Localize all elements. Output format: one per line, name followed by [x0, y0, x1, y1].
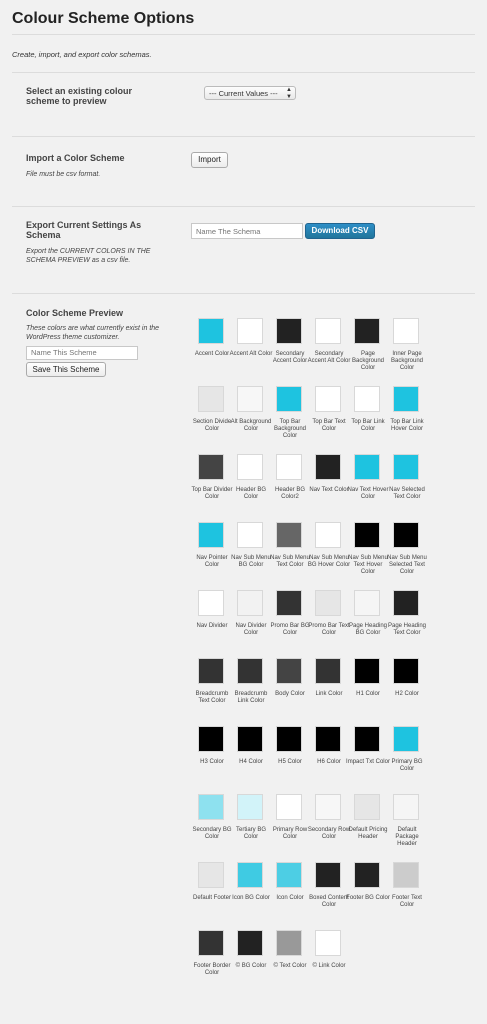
- color-swatch[interactable]: [198, 726, 224, 752]
- color-swatch[interactable]: [315, 862, 341, 888]
- divider: [12, 206, 475, 207]
- color-swatch[interactable]: [315, 590, 341, 616]
- select-arrows-icon: ▲ ▼: [286, 87, 292, 100]
- color-swatch-label: Footer BG Color: [346, 895, 390, 901]
- color-swatch-label: Primary Row Color: [272, 827, 308, 840]
- page-description: Create, import, and export color schemas.: [12, 50, 152, 59]
- color-swatch[interactable]: [354, 726, 380, 752]
- color-swatch-label: Secondary Accent Alt Color: [307, 351, 351, 364]
- color-swatch[interactable]: [198, 930, 224, 956]
- color-swatch-label: Tertiary BG Color: [235, 827, 266, 840]
- color-swatch[interactable]: [237, 454, 263, 480]
- color-swatch[interactable]: [237, 658, 263, 684]
- color-swatch-label: Impact Txt Color: [346, 759, 390, 765]
- schema-name-input[interactable]: [191, 223, 303, 239]
- color-swatch-label: Top Bar Text Color: [312, 419, 346, 432]
- color-swatch-label: © BG Color: [235, 963, 267, 969]
- divider: [12, 293, 475, 294]
- color-swatch-label: Footer Text Color: [392, 895, 422, 908]
- color-swatch-label: Breadcrumb Text Color: [195, 691, 229, 704]
- color-swatch[interactable]: [315, 454, 341, 480]
- color-swatch-label: H6 Color: [317, 759, 341, 765]
- color-swatch-label: Page Heading Text Color: [387, 623, 427, 636]
- color-swatch[interactable]: [276, 862, 302, 888]
- color-swatch[interactable]: [354, 318, 380, 344]
- color-swatch-label: Section Divide Color: [192, 419, 232, 432]
- color-swatch-label: Top Bar Link Color: [351, 419, 385, 432]
- color-swatch-label: H4 Color: [239, 759, 263, 765]
- color-swatch-label: Secondary Row Color: [307, 827, 351, 840]
- color-swatch[interactable]: [354, 862, 380, 888]
- color-swatch[interactable]: [315, 794, 341, 820]
- color-swatch-label: Nav Sub Menu Selected Text Color: [387, 555, 427, 575]
- import-label: Import a Color Scheme: [26, 153, 125, 163]
- page-title: Colour Scheme Options: [12, 10, 195, 27]
- color-swatch[interactable]: [198, 318, 224, 344]
- color-swatch-label: Header BG Color2: [274, 487, 305, 500]
- scheme-name-input[interactable]: [26, 346, 138, 360]
- color-swatch[interactable]: [276, 930, 302, 956]
- color-swatch[interactable]: [198, 454, 224, 480]
- color-swatch[interactable]: [393, 590, 419, 616]
- color-swatch-label: Nav Sub Menu BG Hover Color: [307, 555, 351, 568]
- color-swatch[interactable]: [276, 590, 302, 616]
- color-swatch[interactable]: [354, 522, 380, 548]
- color-swatch-label: Header BG Color: [235, 487, 266, 500]
- color-swatch-label: H3 Color: [200, 759, 224, 765]
- color-swatch[interactable]: [315, 318, 341, 344]
- color-swatch-label: Nav Pointer Color: [196, 555, 228, 568]
- color-swatch[interactable]: [354, 590, 380, 616]
- color-swatch-label: Accent Alt Color: [229, 351, 273, 357]
- color-swatch-label: Inner Page Background Color: [390, 351, 424, 371]
- color-swatch-label: Top Bar Link Hover Color: [390, 419, 424, 432]
- color-swatch-label: Default Package Header: [395, 827, 419, 847]
- color-swatch[interactable]: [198, 658, 224, 684]
- color-swatch[interactable]: [393, 862, 419, 888]
- color-swatch-label: Promo Bar BG Color: [270, 623, 310, 636]
- color-swatch[interactable]: [276, 454, 302, 480]
- color-swatch[interactable]: [237, 930, 263, 956]
- color-swatch[interactable]: [276, 386, 302, 412]
- preview-note: These colors are what currently exist in the WordPress theme customizer.: [26, 325, 160, 341]
- color-swatch-label: © Link Color: [312, 963, 346, 969]
- color-swatch-label: Nav Text Color: [309, 487, 349, 493]
- color-swatch-label: Primary BG Color: [391, 759, 423, 772]
- color-swatch-label: Nav Selected Text Color: [389, 487, 425, 500]
- color-swatch[interactable]: [198, 386, 224, 412]
- color-swatch-label: Icon Color: [276, 895, 304, 901]
- color-swatch[interactable]: [237, 862, 263, 888]
- color-swatch-label: Nav Divider: [196, 623, 228, 629]
- scheme-select-value: --- Current Values ---: [209, 89, 278, 98]
- export-note: Export the CURRENT COLORS IN THE SCHEMA PREVIEW as a csv file.: [26, 248, 151, 264]
- color-swatch[interactable]: [354, 454, 380, 480]
- color-swatch-label: Top Bar Divider Color: [191, 487, 233, 500]
- scheme-select[interactable]: [204, 86, 296, 100]
- color-swatch[interactable]: [198, 522, 224, 548]
- color-swatch-label: Footer Border Color: [193, 963, 231, 976]
- color-swatch[interactable]: [393, 794, 419, 820]
- color-swatch[interactable]: [198, 862, 224, 888]
- color-swatch-label: Top Bar Background Color: [273, 419, 307, 439]
- color-swatch-label: H1 Color: [356, 691, 380, 697]
- color-swatch-label: Secondary BG Color: [192, 827, 232, 840]
- divider: [12, 34, 475, 35]
- divider: [12, 136, 475, 137]
- color-swatch-label: Nav Sub Menu Text Color: [270, 555, 310, 568]
- import-button[interactable]: Import: [191, 152, 228, 168]
- color-swatch-label: Promo Bar Text Color: [308, 623, 350, 636]
- color-swatch-label: Boxed Content Color: [309, 895, 349, 908]
- color-swatch[interactable]: [198, 590, 224, 616]
- color-swatch[interactable]: [315, 726, 341, 752]
- color-swatch[interactable]: [276, 318, 302, 344]
- color-swatch-label: H2 Color: [395, 691, 419, 697]
- color-swatch[interactable]: [276, 794, 302, 820]
- color-swatch[interactable]: [315, 522, 341, 548]
- preview-label: Color Scheme Preview: [26, 308, 124, 318]
- color-swatch-label: Page Heading BG Color: [348, 623, 388, 636]
- color-swatch-label: Accent Color: [194, 351, 230, 357]
- color-swatch-label: Nav Sub Menu Text Hover Color: [348, 555, 388, 575]
- color-swatch[interactable]: [393, 658, 419, 684]
- color-swatch[interactable]: [354, 658, 380, 684]
- color-swatch[interactable]: [276, 726, 302, 752]
- import-note: File must be csv format.: [26, 171, 101, 178]
- color-swatch-label: Breadcrumb Link Color: [234, 691, 268, 704]
- color-swatch-label: Secondary Accent Color: [272, 351, 308, 364]
- color-swatch[interactable]: [393, 726, 419, 752]
- color-swatch[interactable]: [237, 318, 263, 344]
- color-swatch[interactable]: [393, 318, 419, 344]
- color-swatch-label: Page Background Color: [351, 351, 385, 371]
- color-swatch[interactable]: [237, 590, 263, 616]
- color-swatch[interactable]: [393, 386, 419, 412]
- select-scheme-label: Select an existing colour scheme to preview: [26, 86, 133, 106]
- divider: [12, 72, 475, 73]
- save-scheme-button[interactable]: Save This Scheme: [26, 362, 106, 377]
- color-swatch[interactable]: [315, 930, 341, 956]
- color-swatch[interactable]: [276, 658, 302, 684]
- color-swatch[interactable]: [354, 386, 380, 412]
- color-swatch[interactable]: [315, 658, 341, 684]
- download-csv-button[interactable]: Download CSV: [305, 223, 375, 239]
- color-swatch-label: © Text Color: [273, 963, 307, 969]
- color-swatch-label: Nav Text Hover Color: [347, 487, 389, 500]
- color-swatch[interactable]: [315, 386, 341, 412]
- color-swatch-label: Link Color: [315, 691, 343, 697]
- color-swatch[interactable]: [198, 794, 224, 820]
- color-swatch-label: Icon BG Color: [232, 895, 270, 901]
- color-swatch[interactable]: [237, 522, 263, 548]
- color-swatch[interactable]: [237, 386, 263, 412]
- color-swatch[interactable]: [393, 522, 419, 548]
- color-swatch-label: Default Pricing Header: [348, 827, 388, 840]
- color-swatch[interactable]: [354, 794, 380, 820]
- color-swatch-label: Body Color: [275, 691, 305, 697]
- color-swatch[interactable]: [276, 522, 302, 548]
- color-swatch[interactable]: [237, 794, 263, 820]
- color-swatch[interactable]: [237, 726, 263, 752]
- color-swatch[interactable]: [393, 454, 419, 480]
- color-swatch-label: Default Footer: [192, 895, 232, 901]
- color-swatch-label: Nav Sub Menu BG Color: [231, 555, 271, 568]
- color-swatch-label: H5 Color: [278, 759, 302, 765]
- export-label: Export Current Settings As Schema: [26, 220, 142, 240]
- color-swatch-label: Nav Divider Color: [235, 623, 267, 636]
- color-swatch-label: Alt Background Color: [230, 419, 272, 432]
